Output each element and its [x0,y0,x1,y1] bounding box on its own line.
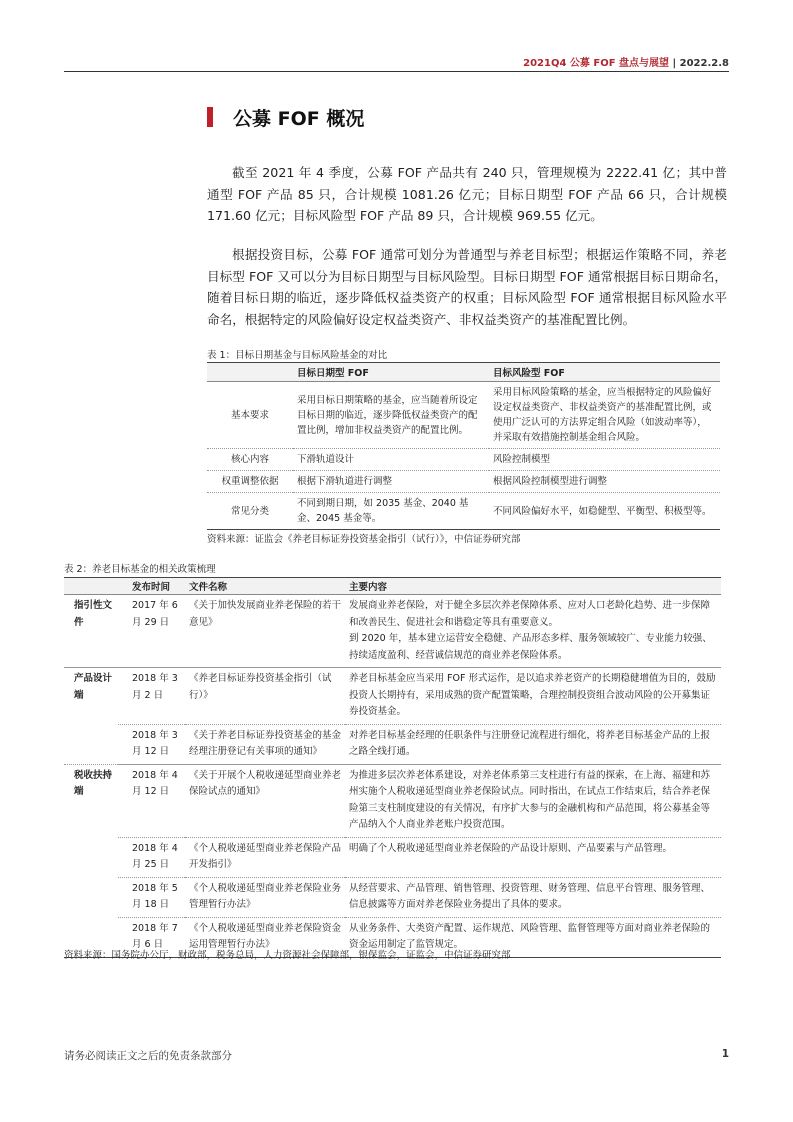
table2-cell-date: 2018 年 3 月 2 日 [118,668,185,725]
table2-cell-date: 2017 年 6 月 29 日 [118,595,185,668]
table1-row-label: 权重调整依据 [207,471,293,493]
table-row [64,668,721,725]
page-header [64,50,729,72]
table1-cell-risk: 风险控制模型 [489,449,720,471]
table-row [207,493,720,530]
table-row [64,595,721,668]
table1-caption: 表 1：目标日期基金与目标风险基金的对比 [207,350,388,361]
table1-header-blank [207,363,293,382]
table2-header-date: 发布时间 [118,578,185,595]
table1-source: 资料来源：证监会《养老目标证券投资基金指引（试行）》，中信证券研究部 [207,534,521,545]
table2-cell-content: 发展商业养老保险，对于健全多层次养老保障体系、应对人口老龄化趋势、进一步保障和改善民生、促进社会和谐稳定等具有重要意义。 到 2020 年，基本建立运营安全稳健、产品形态多样、服务领域较广、专业能力较强、持续适度盈利、经营诚信规范的商业养老保险体系。 [345,595,721,668]
table2-cell-date: 2018 年 4 月 25 日 [118,837,185,877]
table2-header-content: 主要内容 [345,578,721,595]
table1-cell-risk: 采用目标风险策略的基金，应当根据特定的风险偏好设定权益类资产、非权益类资产的基准配置比例，或使用广泛认可的方法界定组合风险（如波动率等），并采取有效措施控制基金组合风险。 [489,382,720,449]
table2-category: 产品设计端 [64,668,118,765]
header-text [523,54,729,69]
table2-cell-content: 养老目标基金应当采用 FOF 形式运作，是以追求养老资产的长期稳健增值为目的，鼓励投资人长期持有，采用成熟的资产配置策略，合理控制投资组合波动风险的公开募集证券投资基金。 [345,668,721,725]
table2-cell-content: 对养老目标基金经理的任职条件与注册登记流程进行细化，将养老目标基金产品的上报之路全线打通。 [345,724,721,764]
table1-cell-date: 不同到期日期，如 2035 基金、2040 基金、2045 基金等。 [293,493,489,530]
table2 [64,577,721,958]
table-row [64,837,721,877]
table-row [64,877,721,917]
section-heading [207,105,364,129]
table2-cell-content: 明确了个人税收递延型商业养老保险的产品设计原则、产品要素与产品管理。 [345,837,721,877]
table2-source: 资料来源：国务院办公厅，财政部，税务总局，人力资源社会保障部，银保监会，证监会，中信证券研究部 [64,950,511,961]
table1-row-label: 核心内容 [207,449,293,471]
table1-cell-risk: 不同风险偏好水平，如稳健型、平衡型、积极型等。 [489,493,720,530]
table2-caption: 表 2：养老目标基金的相关政策梳理 [64,564,216,575]
table1-cell-date: 采用目标日期策略的基金，应当随着所设定目标日期的临近，逐步降低权益类资产的配置比例，增加非权益类资产的配置比例。 [293,382,489,449]
header-separator: | [672,58,677,69]
section-marker-bar [207,107,213,127]
header-report-title: 2021Q4 公募 FOF 盘点与展望 [523,58,670,69]
table-row [64,724,721,764]
table2-header-blank [64,578,118,595]
table1-header-date: 目标日期型 FOF [293,363,489,382]
table1-cell-risk: 根据风险控制模型进行调整 [489,471,720,493]
footer-disclaimer: 请务必阅读正文之后的免责条款部分 [64,1050,232,1062]
table1-cell-date: 根据下滑轨道进行调整 [293,471,489,493]
table1-row-label: 常见分类 [207,493,293,530]
paragraph-1: 截至 2021 年 4 季度，公募 FOF 产品共有 240 只，管理规模为 2222.41 亿；其中普通型 FOF 产品 85 只，合计规模 1081.26 亿元；目标日期型 FOF 产品 66 只，合计规模 171.60 亿元；目标风险型 FOF 产品 89 只，合计规模 969.55 亿元。 [207,165,727,223]
table2-cell-date: 2018 年 4 月 12 日 [118,764,185,837]
table2-cell-content: 从业务条件、大类资产配置、运作规范、风险管理、监督管理等方面对商业养老保险的资金运用制定了监管规定。 [345,917,721,957]
table1-header-risk: 目标风险型 FOF [489,363,720,382]
header-date: 2022.2.8 [679,58,729,69]
table2-cell-date: 2018 年 7 月 6 日 [118,917,185,957]
table2-cell-doc: 《个人税收递延型商业养老保险业务管理暂行办法》 [185,877,345,917]
table-row [64,764,721,837]
table2-cell-doc: 《养老目标证券投资基金指引（试行）》 [185,668,345,725]
table2-cell-doc: 《关于养老目标证券投资基金的基金经理注册登记有关事项的通知》 [185,724,345,764]
table2-cell-doc: 《个人税收递延型商业养老保险产品开发指引》 [185,837,345,877]
paragraph-2: 根据投资目标，公募 FOF 通常可划分为普通型与养老目标型；根据运作策略不同，养老目标型 FOF 又可以分为目标日期型与目标风险型。目标日期型 FOF 通常根据目标日期命名，随着目标日期的临近，逐步降低权益类资产的权重；目标风险型 FOF 通常根据目标风险水平命名，根据特定的风险偏好设定权益类资产、非权益类资产的基准配置比例。 [207,247,727,327]
section-title: 公募 FOF 概况 [233,107,365,130]
table2-category: 税收扶持端 [64,764,118,957]
table2-cell-doc: 《关于加快发展商业养老保险的若干意见》 [185,595,345,668]
table1-header-row [207,363,720,382]
table2-header-row [64,578,721,595]
table1-cell-date: 下滑轨道设计 [293,449,489,471]
table2-cell-date: 2018 年 5 月 18 日 [118,877,185,917]
table2-cell-content: 为推进多层次养老体系建设，对养老体系第三支柱进行有益的探索，在上海、福建和苏州实施个人税收递延型商业养老保险试点。同时指出，在试点工作结束后，结合养老保险第三支柱制度建设的有关情况，有序扩大参与的金融机构和产品范围，将公募基金等产品纳入个人商业养老账户投资范围。 [345,764,721,837]
table2-header-doc: 文件名称 [185,578,345,595]
page-number: 1 [721,1048,729,1060]
table2-category: 指引性文件 [64,595,118,668]
table1 [207,362,720,530]
table-row [207,471,720,493]
table1-row-label: 基本要求 [207,382,293,449]
table-row [207,382,720,449]
table2-cell-content: 从经营要求、产品管理、销售管理、投资管理、财务管理、信息平台管理、服务管理、信息披露等方面对养老保险业务提出了具体的要求。 [345,877,721,917]
table2-cell-date: 2018 年 3 月 12 日 [118,724,185,764]
table-row [207,449,720,471]
table2-cell-doc: 《个人税收递延型商业养老保险资金运用管理暂行办法》 [185,917,345,957]
table2-cell-doc: 《关于开展个人税收递延型商业养老保险试点的通知》 [185,764,345,837]
